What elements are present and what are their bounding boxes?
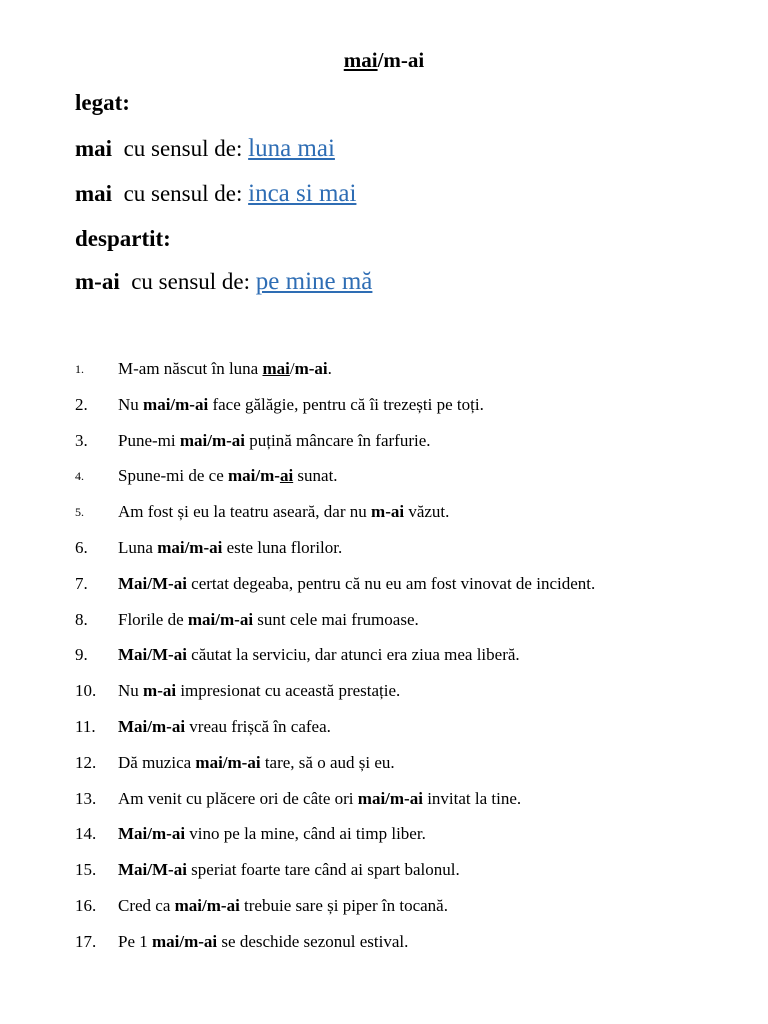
emphasized-term: Mai/m-ai: [118, 717, 186, 736]
sentence-fragment: Pe 1: [118, 931, 152, 951]
list-item: [0, 538, 768, 564]
sentence-fragment: Spune-mi de ce: [118, 466, 228, 486]
emphasized-term: mai/m-ai: [157, 538, 223, 557]
sentence-fragment: este luna florilor.: [222, 538, 343, 557]
list-item-number: 12.: [75, 752, 97, 772]
emphasized-term: mai/m-ai: [195, 752, 261, 772]
rule-m-ai: [75, 268, 372, 296]
emphasized-term: m-ai: [371, 502, 405, 522]
list-item-text: [118, 502, 449, 522]
list-item: [0, 717, 768, 743]
sentence-fragment: Florile de: [118, 609, 188, 629]
list-item: [0, 395, 768, 421]
rule-text: cu sensul de:: [112, 181, 249, 206]
page-title: [0, 48, 768, 73]
list-item-number: 1.: [75, 362, 84, 376]
list-item-number: 4.: [75, 469, 84, 484]
emphasized-term: mai: [262, 359, 290, 378]
rule-link[interactable]: pe mine mă: [255, 268, 373, 295]
sentence-fragment: căutat la serviciu, dar atunci era ziua mea liberă.: [186, 645, 520, 665]
list-item: [0, 860, 768, 886]
sentence-fragment: Pune-mi: [118, 430, 180, 450]
list-item: [0, 932, 768, 958]
emphasized-term: m-ai: [294, 359, 328, 378]
list-item-number: 8.: [75, 609, 88, 629]
rule-link[interactable]: inca si mai: [248, 180, 357, 207]
emphasized-term: Mai/M-ai: [118, 573, 187, 593]
sentence-fragment: /: [289, 359, 295, 378]
emphasized-term: mai/m-ai: [179, 430, 246, 450]
list-item: [0, 753, 768, 779]
sentence-fragment: invitat la tine.: [422, 788, 522, 808]
sentence-fragment: puțină mâncare în farfurie.: [245, 430, 431, 450]
emphasized-term: mai/m-ai: [174, 896, 240, 915]
sentence-fragment: se deschide sezonul estival.: [217, 931, 409, 951]
list-item-text: [118, 610, 419, 630]
rule-text: cu sensul de:: [119, 269, 256, 294]
list-item-number: 5.: [75, 505, 84, 520]
sentence-fragment: speriat foarte tare când ai spart balonul.: [186, 860, 460, 880]
list-item-text: [118, 824, 426, 844]
rule-term: m-ai: [75, 269, 120, 294]
list-item-text: [118, 395, 484, 415]
list-item-text: [118, 753, 395, 773]
sentence-fragment: Luna: [118, 538, 158, 557]
sentence-fragment: Am venit cu plăcere ori de câte ori: [118, 788, 358, 808]
sentence-fragment: trebuie sare și piper în tocană.: [239, 896, 448, 915]
sentence-fragment: văzut.: [404, 502, 450, 522]
list-item: [0, 359, 768, 385]
rule-text: cu sensul de:: [112, 136, 249, 161]
list-item-text: [118, 574, 595, 594]
sentence-fragment: vreau frișcă în cafea.: [185, 717, 331, 736]
list-item: [0, 610, 768, 636]
emphasized-term: Mai/M-ai: [118, 645, 187, 665]
list-item-text: [118, 431, 431, 451]
emphasized-term: mai/m-ai: [143, 394, 209, 414]
rule-mai-luna: [75, 135, 335, 163]
sentence-fragment: Cred ca: [118, 896, 175, 915]
list-item: [0, 789, 768, 815]
emphasized-term: mai/m-ai: [187, 609, 254, 629]
sentence-fragment: Nu: [118, 394, 144, 414]
list-item-text: [118, 860, 460, 880]
sentence-fragment: sunat.: [293, 466, 338, 486]
list-item-text: [118, 896, 448, 916]
list-item-number: 17.: [75, 931, 97, 951]
list-item: [0, 645, 768, 671]
rule-term: mai: [75, 181, 113, 206]
list-item-text: [118, 466, 338, 486]
list-item-number: 3.: [75, 430, 88, 450]
list-item: [0, 466, 768, 492]
sentence-fragment: Am fost și eu la teatru aseară, dar nu: [118, 502, 372, 522]
sentence-fragment: M-am născut în luna: [118, 359, 263, 378]
emphasized-term: mai/m-ai: [152, 931, 218, 951]
list-item-number: 13.: [75, 788, 97, 808]
list-item-number: 11.: [75, 717, 96, 736]
list-item-number: 9.: [75, 645, 88, 665]
list-item-number: 2.: [75, 394, 88, 414]
sentence-fragment: sunt cele mai frumoase.: [253, 609, 419, 629]
sentence-fragment: Dă muzica: [118, 752, 196, 772]
list-item-text: [118, 681, 400, 701]
title-rest: /m-ai: [377, 48, 425, 72]
list-item-text: [118, 717, 331, 737]
emphasized-term: ai: [279, 466, 294, 486]
sentence-fragment: .: [327, 359, 332, 378]
sentence-fragment: impresionat cu această prestație.: [176, 681, 401, 701]
emphasized-term: m-ai: [143, 681, 177, 701]
list-item-number: 14.: [75, 824, 97, 844]
title-underlined-part: mai: [343, 48, 378, 72]
list-item: [0, 502, 768, 528]
list-item-text: [118, 645, 520, 665]
list-item: [0, 431, 768, 457]
sentence-fragment: certat degeaba, pentru că nu eu am fost vinovat de incident.: [186, 573, 596, 593]
list-item-number: 16.: [75, 896, 97, 915]
emphasized-term: mai/m-: [228, 466, 280, 486]
list-item-number: 15.: [75, 860, 97, 880]
list-item: [0, 681, 768, 707]
sentence-fragment: Nu: [118, 681, 144, 701]
section-legat-heading: legat:: [75, 90, 130, 115]
emphasized-term: mai/m-ai: [357, 788, 423, 808]
list-item-number: 7.: [75, 573, 88, 593]
rule-term: mai: [75, 136, 113, 161]
sentence-fragment: tare, să o aud și eu.: [260, 752, 395, 772]
sentence-fragment: face gălăgie, pentru că îi trezești pe toți.: [208, 394, 484, 414]
list-item-text: [118, 359, 332, 379]
list-item-text: [118, 789, 521, 809]
list-item-text: [118, 932, 408, 952]
list-item-number: 10.: [75, 681, 97, 701]
emphasized-term: Mai/m-ai: [118, 824, 186, 844]
list-item: [0, 824, 768, 850]
rule-link[interactable]: luna mai: [248, 135, 335, 162]
list-item-text: [118, 538, 342, 558]
sentence-fragment: vino pe la mine, când ai timp liber.: [185, 824, 426, 844]
list-item-number: 6.: [75, 538, 88, 557]
section-despartit-heading: despartit:: [75, 226, 171, 251]
list-item: [0, 896, 768, 922]
rule-mai-inca: [75, 180, 356, 208]
list-item: [0, 574, 768, 600]
emphasized-term: Mai/M-ai: [118, 860, 187, 880]
